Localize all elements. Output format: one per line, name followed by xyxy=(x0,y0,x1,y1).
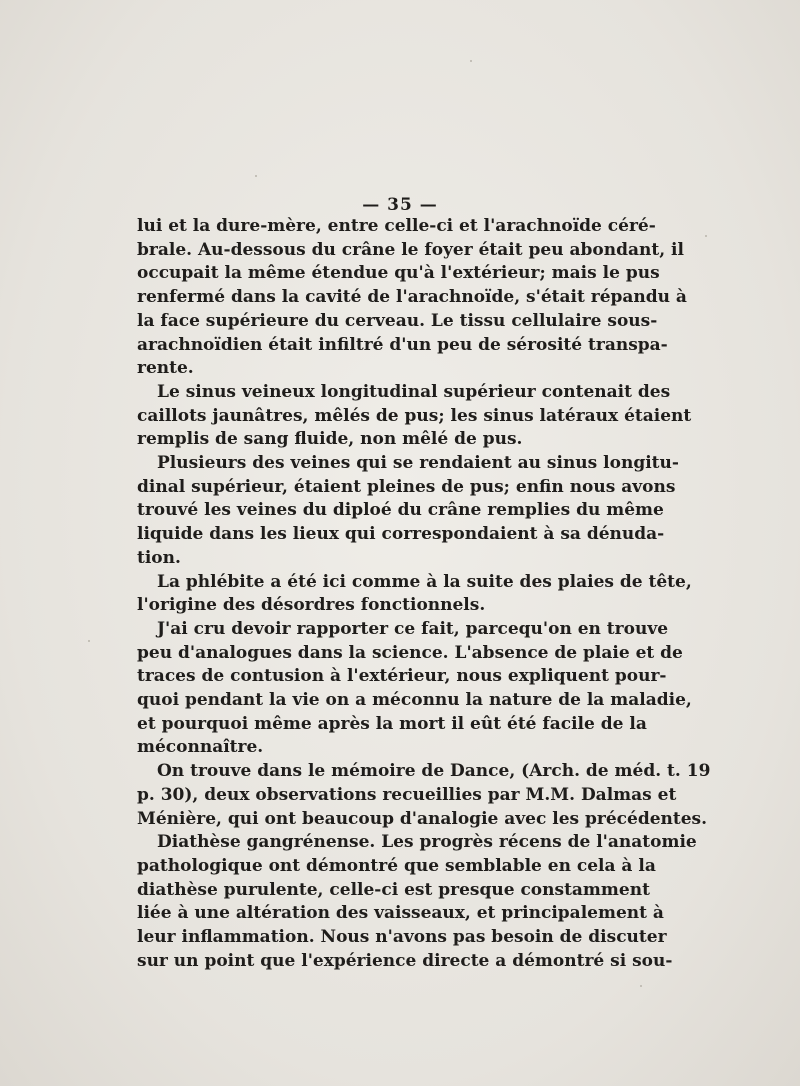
paragraph xyxy=(137,215,687,381)
text-line: brale. Au-dessous du crâne le foyer était peu abondant, il xyxy=(137,239,684,260)
text-line: lui et la dure-mère, entre celle-ci et l'arachnoïde céré- xyxy=(137,216,656,236)
text-line: renfermé dans la cavité de l'arachnoïde, s'était répandu à xyxy=(137,287,687,308)
paragraph xyxy=(137,831,697,973)
paper-speck xyxy=(255,175,257,177)
text-line: J'ai cru devoir rapporter ce fait, parcequ'on en trouve xyxy=(157,618,669,639)
text-line: dinal supérieur, étaient pleines de pus; enfin nous avons xyxy=(137,476,676,497)
text-line: La phlébite a été ici comme à la suite des plaies de tête, xyxy=(157,571,692,592)
text-line: On trouve dans le mémoire de Dance, (Arch. de méd. t. 19 xyxy=(157,761,711,782)
text-line: pathologique ont démontré que semblable en cela à la xyxy=(137,855,656,876)
text-line: Plusieurs des veines qui se rendaient au sinus longitu- xyxy=(157,453,679,474)
body-text xyxy=(137,215,711,974)
text-line: rente. xyxy=(137,358,194,379)
text-line: peu d'analogues dans la science. L'absence de plaie et de xyxy=(137,642,683,663)
text-line: Diathèse gangrénense. Les progrès récens de l'anatomie xyxy=(157,832,697,853)
text-line: caillots jaunâtres, mêlés de pus; les sinus latéraux étaient xyxy=(137,405,692,426)
paragraph xyxy=(137,452,679,571)
text-line: quoi pendant la vie on a méconnu la nature de la maladie, xyxy=(137,690,692,711)
text-line: diathèse purulente, celle-ci est presque constamment xyxy=(137,879,650,900)
paper-speck xyxy=(705,235,707,237)
text-line: occupait la même étendue qu'à l'extérieur; mais le pus xyxy=(137,263,660,284)
text-line: et pourquoi même après la mort il eût été facile de la xyxy=(137,713,647,734)
text-line: Ménière, qui ont beaucoup d'analogie avec les précédentes. xyxy=(137,808,708,829)
text-line: p. 30), deux observations recueillies par M.M. Dalmas et xyxy=(137,784,677,805)
paragraph xyxy=(137,381,692,452)
text-line: méconnaître. xyxy=(137,737,264,758)
paragraph xyxy=(137,571,692,618)
text-line: arachnoïdien était infiltré d'un peu de sérosité transpa- xyxy=(137,334,668,355)
text-line: tion. xyxy=(137,547,181,568)
text-line: Le sinus veineux longitudinal supérieur contenait des xyxy=(157,381,671,402)
text-line: sur un point que l'expérience directe a démontré si sou- xyxy=(137,950,673,971)
paragraph xyxy=(137,618,692,760)
paper-speck xyxy=(88,640,90,642)
page-number: — 35 — xyxy=(362,195,438,215)
text-line: trouvé les veines du diploé du crâne remplies du même xyxy=(137,500,664,521)
text-line: remplis de sang fluide, non mêlé de pus. xyxy=(137,429,523,450)
text-line: traces de contusion à l'extérieur, nous expliquent pour- xyxy=(137,666,667,687)
text-line: la face supérieure du cerveau. Le tissu cellulaire sous- xyxy=(137,310,658,331)
paper-speck xyxy=(470,60,472,62)
text-line: liquide dans les lieux qui correspondaient à sa dénuda- xyxy=(137,524,665,545)
text-line: l'origine des désordres fonctionnels. xyxy=(137,595,486,616)
paragraph xyxy=(137,760,711,831)
paper-speck xyxy=(640,985,642,987)
text-line: liée à une altération des vaisseaux, et principalement à xyxy=(137,903,664,924)
text-line: leur inflammation. Nous n'avons pas besoin de discuter xyxy=(137,927,667,948)
